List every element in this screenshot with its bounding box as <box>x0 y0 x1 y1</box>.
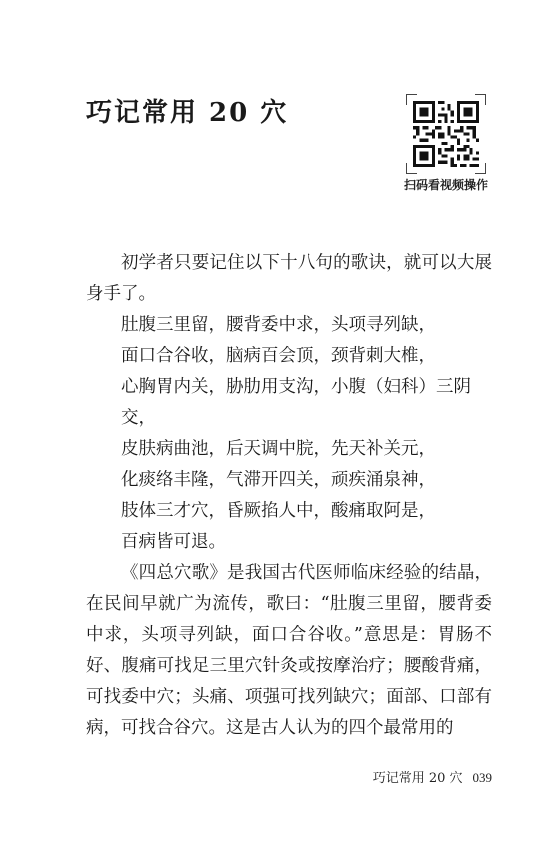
running-title: 巧记常用 20 穴 <box>372 771 463 786</box>
verse-line: 肢体三才穴，昏厥掐人中，酸痛取阿是， <box>121 501 436 521</box>
verse-line: 肚腹三里留，腰背委中求，头项寻列缺， <box>121 315 436 335</box>
verse-line: 面口合谷收，脑病百会顶，颈背刺大椎， <box>121 346 436 366</box>
page-number: 039 <box>472 770 492 785</box>
qr-caption: 扫码看视频操作 <box>403 178 488 192</box>
verse-line: 皮肤病曲池，后天调中脘，先天补关元， <box>121 439 436 459</box>
page-title: 巧记常用 20 穴 <box>86 98 289 128</box>
verse-line: 百病皆可退。 <box>121 532 226 552</box>
intro-paragraph: 初学者只要记住以下十八句的歌诀，就可以大展身手了。 <box>86 253 492 304</box>
qr-code-icon <box>413 101 479 167</box>
page-footer <box>340 767 492 786</box>
verse-line: 化痰络丰隆，气滞开四关，顽疾涌泉神， <box>121 470 436 490</box>
explanation-paragraph: 《四总穴歌》是我国古代医师临床经验的结晶，在民间早就广为流传，歌曰：“肚腹三里留，腰背委中求，头项寻列缺，面口合谷收。”意思是：胃肠不好、腹痛可找足三里穴针灸或按摩治疗；腰酸背痛，可找委中穴；头痛、项强可找列缺穴；面部、口部有病，可找合谷穴。这是古人认为的四个最常用的 <box>86 563 492 738</box>
verse-line: 心胸胃内关，胁肋用支沟，小腹（妇科）三阴交， <box>121 377 471 428</box>
body-text <box>86 248 492 744</box>
qr-code[interactable] <box>406 94 486 174</box>
